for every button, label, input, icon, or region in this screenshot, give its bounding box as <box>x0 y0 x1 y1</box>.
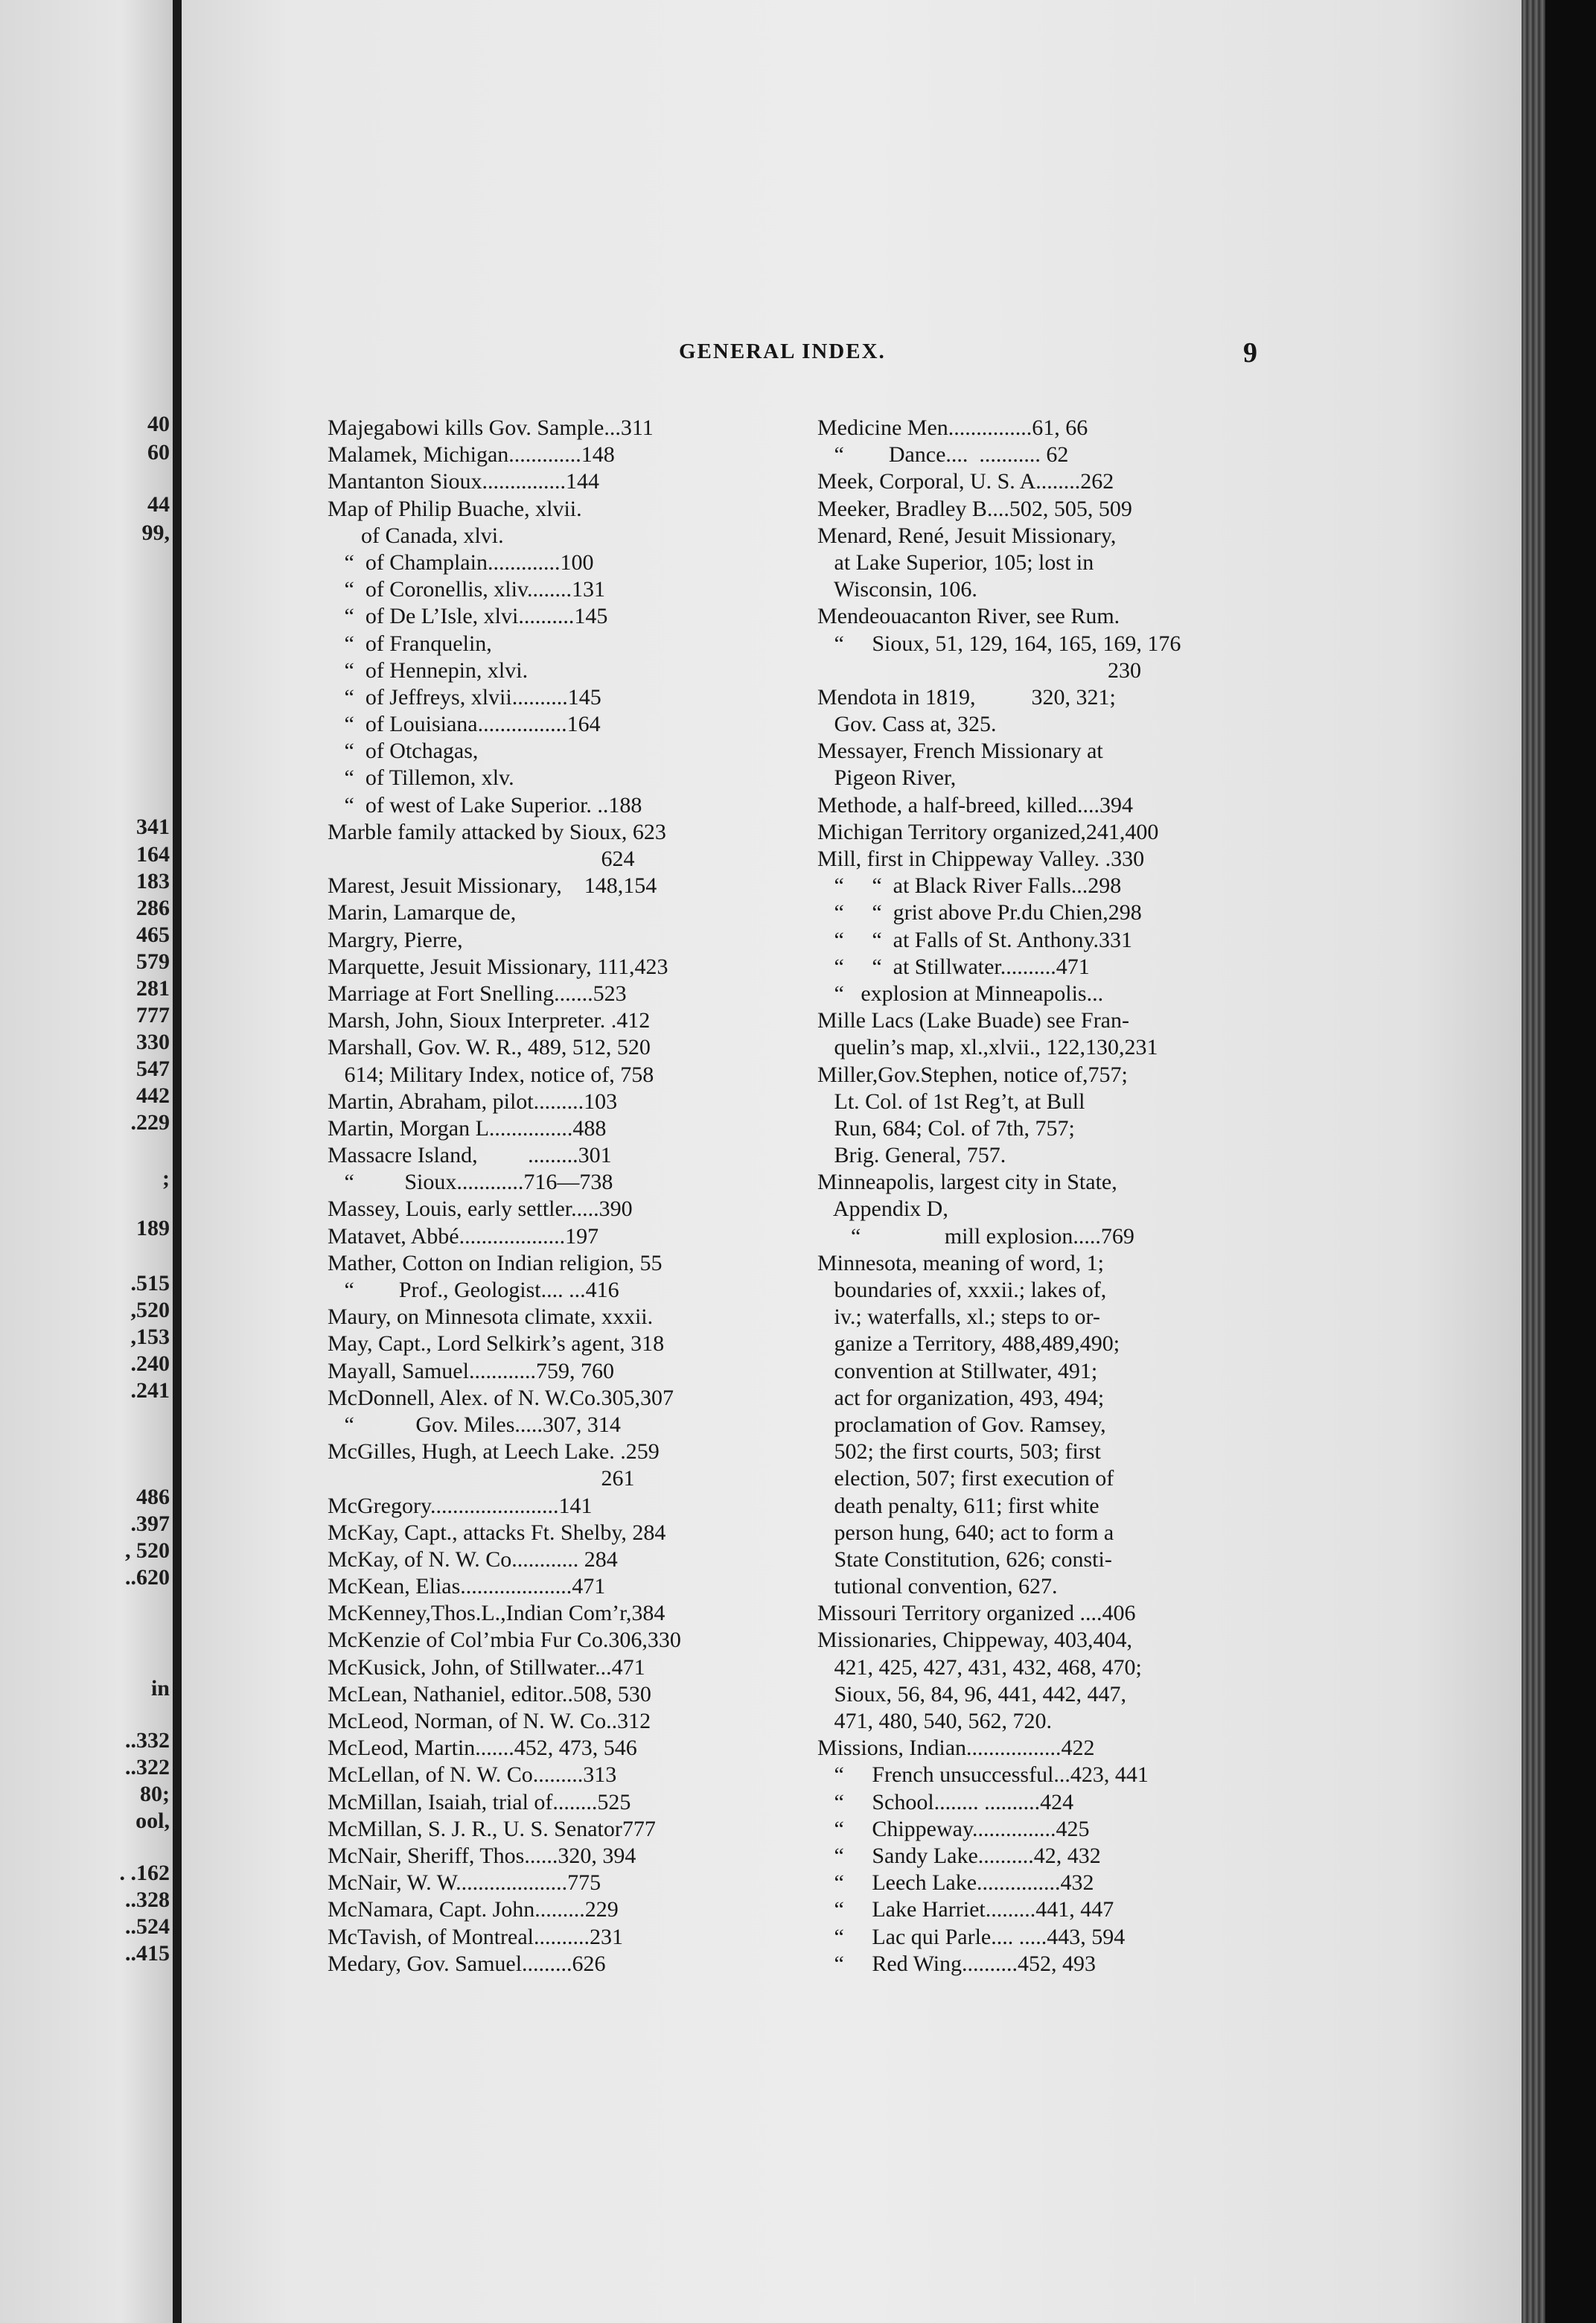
index-entry: Mendeouacanton River, see Rum. <box>817 604 1120 629</box>
left-page-number-fragment: 281 <box>136 976 170 1001</box>
index-entry: “ of Coronellis, xliv........131 <box>328 577 606 602</box>
index-entry: Sioux, 56, 84, 96, 441, 442, 447, <box>817 1681 1127 1707</box>
index-entry: May, Capt., Lord Selkirk’s agent, 318 <box>328 1331 665 1357</box>
book-gutter <box>173 0 182 2323</box>
index-entry: “ Lake Harriet.........441, 447 <box>817 1897 1114 1922</box>
index-entry: “ “ at Stillwater..........471 <box>817 954 1090 979</box>
left-page-number-fragment: .397 <box>130 1511 170 1536</box>
index-entry: Mille Lacs (Lake Buade) see Fran- <box>817 1008 1129 1033</box>
index-entry: “ Dance.... ........... 62 <box>817 442 1069 468</box>
page-edge <box>1522 0 1545 2323</box>
left-page-number-fragment: 286 <box>136 896 170 920</box>
left-page-number-fragment: 164 <box>136 842 170 867</box>
index-entry: Run, 684; Col. of 7th, 757; <box>817 1115 1075 1141</box>
index-entry: 471, 480, 540, 562, 720. <box>817 1709 1052 1733</box>
index-entry: Missions, Indian.................422 <box>817 1736 1095 1761</box>
index-entry: Map of Philip Buache, xlvii. <box>328 496 582 521</box>
index-entry: “ of Jeffreys, xlvii..........145 <box>328 684 601 710</box>
index-entry: McLeod, Martin.......452, 473, 546 <box>328 1736 637 1761</box>
index-entry: Appendix D, <box>817 1196 948 1222</box>
index-entry: “ Lac qui Parle.... .....443, 594 <box>817 1924 1126 1949</box>
index-entry: “ Gov. Miles.....307, 314 <box>328 1412 621 1437</box>
left-page-fragment <box>0 0 173 2323</box>
index-entry: Marriage at Fort Snelling.......523 <box>328 981 627 1006</box>
left-page-number-fragment: ,153 <box>130 1325 170 1349</box>
index-entry: “ of west of Lake Superior. ..188 <box>328 792 642 818</box>
left-page-number-fragment: 486 <box>136 1485 170 1509</box>
left-page-number-fragment: 40 <box>147 412 170 436</box>
index-entry: Massey, Louis, early settler.....390 <box>328 1196 633 1222</box>
index-entry: Martin, Abraham, pilot.........103 <box>328 1089 618 1114</box>
index-entry: “ Sioux, 51, 129, 164, 165, 169, 176 <box>817 631 1181 656</box>
left-page-number-fragment: .515 <box>130 1271 170 1296</box>
index-entry: 261 <box>328 1466 635 1491</box>
index-entry: boundaries of, xxxii.; lakes of, <box>817 1278 1107 1302</box>
left-page-number-fragment: .240 <box>130 1351 170 1376</box>
index-column-left <box>328 415 786 1978</box>
left-page-number-fragment: ,520 <box>130 1298 170 1322</box>
index-entry: Medary, Gov. Samuel.........626 <box>328 1951 606 1976</box>
index-entry: McNamara, Capt. John.........229 <box>328 1897 619 1922</box>
left-page-number-fragment: 80; <box>140 1782 170 1806</box>
index-entry: McDonnell, Alex. of N. W.Co.305,307 <box>328 1385 674 1410</box>
index-entry: election, 507; first execution of <box>817 1466 1114 1491</box>
index-entry: Majegabowi kills Gov. Sample...311 <box>328 415 654 440</box>
left-page-number-fragment: , 520 <box>125 1538 170 1563</box>
index-entry: Maury, on Minnesota climate, xxxii. <box>328 1304 654 1330</box>
index-entry: “ Prof., Geologist.... ...416 <box>328 1278 619 1302</box>
index-entry: McLellan, of N. W. Co.........313 <box>328 1762 617 1788</box>
index-entry: Mill, first in Chippeway Valley. .330 <box>817 847 1145 871</box>
left-page-number-fragment: 330 <box>136 1030 170 1054</box>
index-entry: “ of Otchagas, <box>328 739 479 764</box>
index-column-right <box>817 415 1265 1978</box>
index-entry: Massacre Island, .........301 <box>328 1143 612 1168</box>
index-entry: Minnesota, meaning of word, 1; <box>817 1250 1104 1275</box>
index-entry: McLean, Nathaniel, editor..508, 530 <box>328 1681 651 1707</box>
left-page-number-fragment: 579 <box>136 949 170 974</box>
left-page-number-fragment: 60 <box>147 440 170 465</box>
index-entry: “ of Tillemon, xlv. <box>328 765 514 791</box>
index-entry: 614; Military Index, notice of, 758 <box>328 1062 654 1087</box>
left-page-number-fragment: 183 <box>136 869 170 893</box>
left-page-number-fragment: ..328 <box>125 1887 170 1912</box>
index-entry: “ French unsuccessful...423, 441 <box>817 1762 1149 1788</box>
index-entry: person hung, 640; act to form a <box>817 1520 1114 1545</box>
index-entry: “ of Louisiana................164 <box>328 712 601 737</box>
index-entry: Margry, Pierre, <box>328 927 463 952</box>
running-head: GENERAL INDEX. <box>679 340 886 363</box>
left-page-number-fragment: .241 <box>130 1378 170 1403</box>
left-page-number-fragment: ool, <box>135 1809 170 1833</box>
index-entry: Miller,Gov.Stephen, notice of,757; <box>817 1062 1128 1087</box>
index-entry: “ “ at Black River Falls...298 <box>817 873 1122 899</box>
index-entry: Martin, Morgan L...............488 <box>328 1115 607 1141</box>
index-entry: Wisconsin, 106. <box>817 577 977 602</box>
index-entry: McKenzie of Col’mbia Fur Co.306,330 <box>328 1628 681 1653</box>
index-entry: “ explosion at Minneapolis... <box>817 981 1104 1006</box>
index-entry: McKenney,Thos.L.,Indian Com’r,384 <box>328 1601 665 1626</box>
left-page-number-fragment: in <box>150 1676 170 1701</box>
left-page-number-fragment: 465 <box>136 922 170 947</box>
left-page-number-fragment: 341 <box>136 815 170 839</box>
left-page-number-fragment: 777 <box>136 1003 170 1027</box>
index-entry: Missouri Territory organized ....406 <box>817 1601 1136 1626</box>
index-entry: iv.; waterfalls, xl.; steps to or- <box>817 1304 1100 1330</box>
index-entry: “ mill explosion.....769 <box>817 1223 1134 1249</box>
index-entry: 421, 425, 427, 431, 432, 468, 470; <box>817 1654 1142 1680</box>
index-entry: 624 <box>328 847 635 871</box>
index-entry: State Constitution, 626; consti- <box>817 1546 1112 1572</box>
index-entry: Marest, Jesuit Missionary, 148,154 <box>328 873 657 899</box>
scan-mark <box>1194 2275 1196 2305</box>
index-entry: Marshall, Gov. W. R., 489, 512, 520 <box>328 1035 651 1060</box>
index-entry: Marin, Lamarque de, <box>328 900 517 925</box>
index-entry: proclamation of Gov. Ramsey, <box>817 1412 1106 1437</box>
index-entry: Michigan Territory organized,241,400 <box>817 819 1159 844</box>
index-entry: McGilles, Hugh, at Leech Lake. .259 <box>328 1439 660 1465</box>
left-page-number-fragment: .229 <box>130 1110 170 1135</box>
index-entry: “ School........ ..........424 <box>817 1789 1074 1814</box>
index-entry: Mather, Cotton on Indian religion, 55 <box>328 1250 663 1275</box>
index-entry: Malamek, Michigan.............148 <box>328 442 615 468</box>
index-entry: Methode, a half-breed, killed....394 <box>817 792 1134 818</box>
index-entry: of Canada, xlvi. <box>328 523 504 548</box>
index-entry: Brig. General, 757. <box>817 1143 1006 1168</box>
index-entry: “ of De L’Isle, xlvi..........145 <box>328 604 608 629</box>
index-entry: Meek, Corporal, U. S. A........262 <box>817 469 1114 494</box>
index-entry: McLeod, Norman, of N. W. Co..312 <box>328 1709 651 1733</box>
index-entry: Minneapolis, largest city in State, <box>817 1170 1117 1195</box>
index-entry: “ Chippeway...............425 <box>817 1816 1090 1841</box>
index-entry: Lt. Col. of 1st Reg’t, at Bull <box>817 1089 1085 1114</box>
index-entry: Missionaries, Chippeway, 403,404, <box>817 1628 1133 1653</box>
index-entry: Marquette, Jesuit Missionary, 111,423 <box>328 954 668 979</box>
index-entry: Matavet, Abbé...................197 <box>328 1223 599 1249</box>
left-page-number-fragment: 547 <box>136 1057 170 1081</box>
index-entry: “ of Hennepin, xlvi. <box>328 657 529 683</box>
index-entry: convention at Stillwater, 491; <box>817 1358 1098 1383</box>
index-entry: Medicine Men...............61, 66 <box>817 415 1088 440</box>
index-entry: McKay, of N. W. Co............ 284 <box>328 1546 618 1572</box>
left-page-number-fragment: ..332 <box>125 1728 170 1753</box>
index-entry: “ Red Wing..........452, 493 <box>817 1951 1097 1976</box>
left-page-number-fragment: 189 <box>136 1216 170 1240</box>
index-entry: Marble family attacked by Sioux, 623 <box>328 819 666 844</box>
index-entry: at Lake Superior, 105; lost in <box>817 549 1094 575</box>
index-entry: McMillan, S. J. R., U. S. Senator777 <box>328 1816 656 1841</box>
index-entry: 230 <box>817 657 1141 683</box>
index-entry: McNair, W. W....................775 <box>328 1870 601 1896</box>
index-entry: tutional convention, 627. <box>817 1574 1058 1599</box>
left-page-number-fragment: 442 <box>136 1083 170 1108</box>
index-entry: Mantanton Sioux...............144 <box>328 469 599 494</box>
index-entry: quelin’s map, xl.,xlvii., 122,130,231 <box>817 1035 1158 1060</box>
index-entry: McMillan, Isaiah, trial of........525 <box>328 1789 631 1814</box>
index-entry: McKusick, John, of Stillwater...471 <box>328 1654 645 1680</box>
index-entry: Messayer, French Missionary at <box>817 739 1103 764</box>
left-page-number-fragment: ..415 <box>125 1941 170 1966</box>
index-entry: “ “ grist above Pr.du Chien,298 <box>817 900 1142 925</box>
index-entry: “ Sandy Lake..........42, 432 <box>817 1843 1101 1868</box>
index-entry: death penalty, 611; first white <box>817 1493 1099 1518</box>
left-page-number-fragment: ..322 <box>125 1755 170 1779</box>
index-entry: McKean, Elias....................471 <box>328 1574 606 1599</box>
page-number: 9 <box>1243 337 1257 369</box>
index-entry: “ “ at Falls of St. Anthony.331 <box>817 927 1133 952</box>
index-entry: McKay, Capt., attacks Ft. Shelby, 284 <box>328 1520 666 1545</box>
left-page-number-fragment: . .162 <box>119 1861 170 1885</box>
index-entry: “ of Champlain.............100 <box>328 549 594 575</box>
left-page-number-fragment: 99, <box>141 520 170 545</box>
index-entry: McGregory.......................141 <box>328 1493 593 1518</box>
left-page-number-fragment: 44 <box>147 492 170 517</box>
index-entry: Mendota in 1819, 320, 321; <box>817 684 1116 710</box>
index-entry: act for organization, 493, 494; <box>817 1385 1105 1410</box>
index-entry: Meeker, Bradley B....502, 505, 509 <box>817 496 1132 521</box>
index-entry: Marsh, John, Sioux Interpreter. .412 <box>328 1008 651 1033</box>
index-entry: McNair, Sheriff, Thos......320, 394 <box>328 1843 636 1868</box>
index-entry: McTavish, of Montreal..........231 <box>328 1924 624 1949</box>
index-entry: 502; the first courts, 503; first <box>817 1439 1101 1465</box>
index-entry: Mayall, Samuel............759, 760 <box>328 1358 614 1383</box>
index-entry: Pigeon River, <box>817 765 957 791</box>
index-entry: “ Leech Lake...............432 <box>817 1870 1094 1896</box>
index-entry: “ of Franquelin, <box>328 631 492 656</box>
left-page-number-fragment: ; <box>162 1166 170 1191</box>
index-entry: ganize a Territory, 488,489,490; <box>817 1331 1120 1357</box>
index-entry: Menard, René, Jesuit Missionary, <box>817 523 1117 548</box>
index-entry: “ Sioux............716—738 <box>328 1170 613 1195</box>
left-page-number-fragment: ..620 <box>125 1565 170 1590</box>
index-entry: Gov. Cass at, 325. <box>817 712 997 737</box>
left-page-number-fragment: ..524 <box>125 1914 170 1939</box>
